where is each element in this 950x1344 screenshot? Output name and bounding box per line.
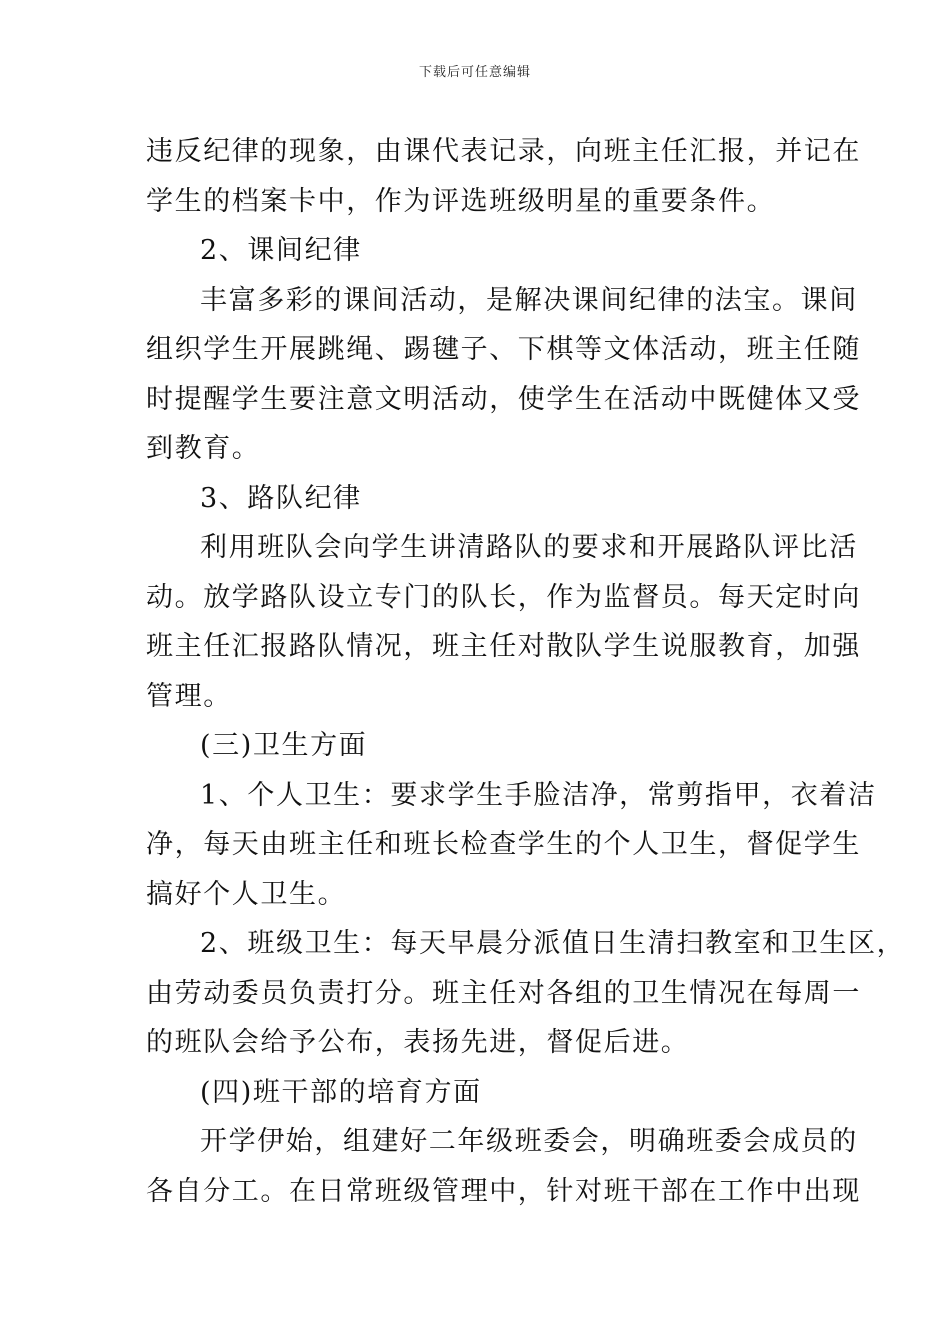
text-line: 的班队会给予公布，表扬先进，督促后进。 bbox=[146, 1027, 690, 1058]
text-line: 开学伊始，组建好二年级班委会，明确班委会成员的 bbox=[200, 1126, 858, 1157]
text-line: 丰富多彩的课间活动，是解决课间纪律的法宝。课间 bbox=[200, 284, 858, 316]
page-header-note: 下载后可任意编辑 bbox=[418, 65, 531, 80]
text-line: 2、班级卫生：每天早晨分派值日生清扫教室和卫生区， bbox=[200, 928, 906, 959]
text-line: 学生的档案卡中，作为评选班级明星的重要条件。 bbox=[146, 185, 776, 217]
text-line: 动。放学路队设立专门的队长，作为监督员。每天定时向 bbox=[146, 581, 861, 613]
text-line: 组织学生开展跳绳、踢毽子、下棋等文体活动，班主任随 bbox=[146, 334, 861, 365]
text-line: 管理。 bbox=[146, 680, 232, 712]
text-line: 1、个人卫生：要求学生手脸洁净，常剪指甲，衣着洁 bbox=[200, 779, 877, 811]
text-line: 2、课间纪律 bbox=[200, 235, 362, 266]
text-line: 利用班队会向学生讲清路队的要求和开展路队评比活 bbox=[200, 532, 858, 563]
text-line: 由劳动委员负责打分。班主任对各组的卫生情况在每周一 bbox=[146, 977, 861, 1009]
text-line: 班主任汇报路队情况，班主任对散队学生说服教育，加强 bbox=[146, 631, 861, 662]
text-line: 违反纪律的现象，由课代表记录，向班主任汇报，并记在 bbox=[146, 136, 861, 167]
text-line: 净，每天由班主任和班长检查学生的个人卫生，督促学生 bbox=[146, 829, 861, 860]
text-line: (三)卫生方面 bbox=[200, 730, 368, 761]
text-line: (四)班干部的培育方面 bbox=[200, 1076, 482, 1108]
text-line: 到教育。 bbox=[146, 433, 261, 464]
text-line: 3、路队纪律 bbox=[200, 482, 362, 514]
text-line: 搞好个人卫生。 bbox=[146, 878, 347, 910]
text-line: 时提醒学生要注意文明活动，使学生在活动中既健体又受 bbox=[146, 383, 861, 415]
text-line: 各自分工。在日常班级管理中，针对班干部在工作中出现 bbox=[146, 1175, 861, 1207]
document-body bbox=[146, 127, 906, 1216]
